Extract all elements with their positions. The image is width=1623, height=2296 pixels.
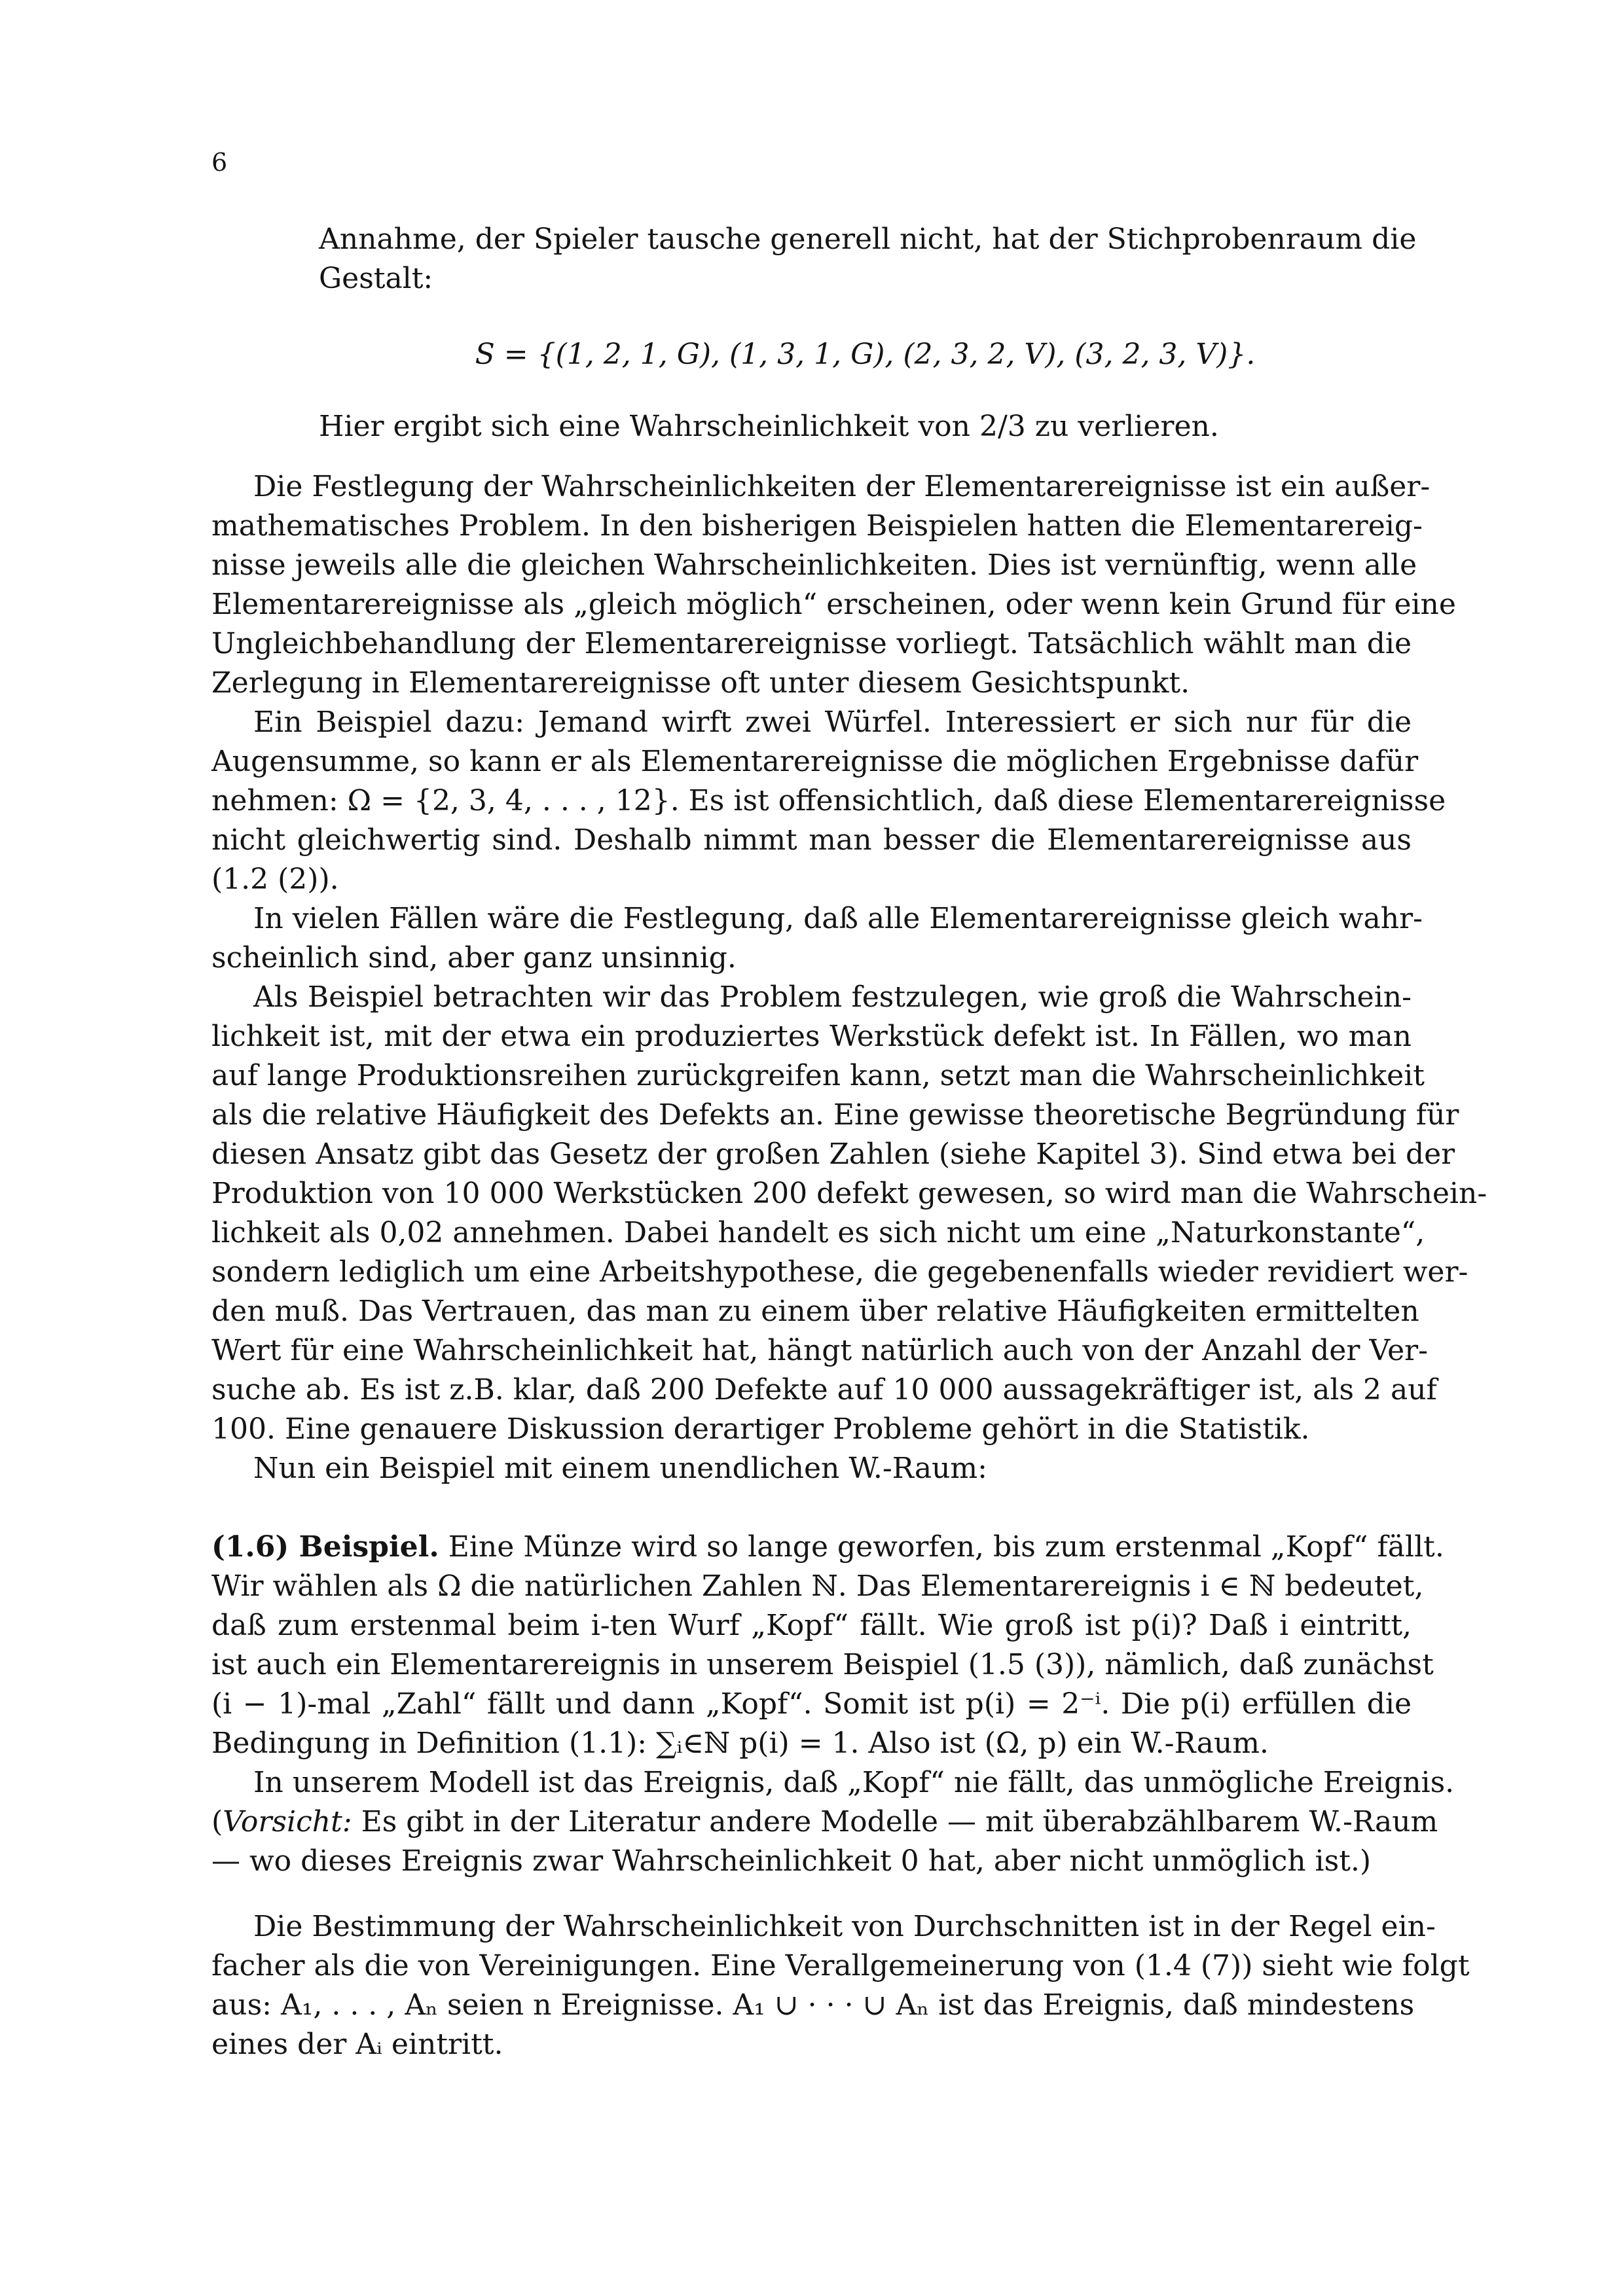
text-line: Produktion von 10 000 Werkstücken 200 defekt gewesen, so wird man die Wahrschein- — [211, 1177, 1487, 1210]
text-line: 100. Eine genauere Diskussion derartiger Probleme gehört in die Statistik. — [211, 1412, 1310, 1446]
text-line: Ein Beispiel dazu: Jemand wirft zwei Würfel. Interessiert er sich nur für die — [253, 706, 1412, 739]
text-line: lichkeit ist, mit der etwa ein produziertes Werkstück defekt ist. In Fällen, wo man — [211, 1020, 1412, 1053]
example-label: (1.6) Beispiel. — [211, 1530, 439, 1564]
text-line: auf lange Produktionsreihen zurückgreifen kann, setzt man die Wahrscheinlichkeit — [211, 1059, 1425, 1092]
text-line: ist auch ein Elementarereignis in unserem Beispiel (1.5 (3)), nämlich, daß zunächst — [211, 1648, 1434, 1681]
text-line: eines der Aᵢ eintritt. — [211, 2028, 503, 2061]
text-line: Wir wählen als Ω die natürlichen Zahlen ℕ. Das Elementarereignis i ∈ ℕ bedeutet, — [211, 1570, 1424, 1603]
paragraph-probability-assignment — [211, 467, 1456, 703]
caution-line: (Vorsicht: Es gibt in der Literatur andere Modelle — mit überabzählbarem W.-Raum — [211, 1805, 1438, 1839]
text-line: Nun ein Beispiel mit einem unendlichen W.-Raum: — [253, 1452, 987, 1485]
text-line: scheinlich sind, aber ganz unsinnig. — [211, 941, 737, 975]
result-line: Hier ergibt sich eine Wahrscheinlichkeit von 2/3 zu verlieren. — [319, 410, 1219, 443]
paragraph-intersections — [211, 1907, 1470, 2064]
text-line: sondern lediglich um eine Arbeitshypothese, die gegebenenfalls wieder revidiert wer- — [211, 1255, 1468, 1289]
text-line: daß zum erstenmal beim i-ten Wurf „Kopf“ fällt. Wie groß ist p(i)? Daß i eintritt, — [211, 1609, 1412, 1642]
text-line: aus: A₁, . . . , Aₙ seien n Ereignisse. A₁ ∪ · · · ∪ Aₙ ist das Ereignis, daß mindestens — [211, 1988, 1415, 2022]
text-line: Die Bestimmung der Wahrscheinlichkeit von Durchschnitten ist in der Regel ein- — [253, 1910, 1436, 1943]
text-line: In vielen Fällen wäre die Festlegung, daß alle Elementarereignisse gleich wahr- — [253, 902, 1423, 935]
text-line: Augensumme, so kann er als Elementarereignisse die möglichen Ergebnisse dafür — [211, 745, 1419, 778]
text-line: lichkeit als 0,02 annehmen. Dabei handelt es sich nicht um eine „Naturkonstante“, — [211, 1216, 1425, 1249]
text-line: nisse jeweils alle die gleichen Wahrscheinlichkeiten. Dies ist vernünftig, wenn alle — [211, 548, 1417, 582]
result-paragraph — [319, 407, 1412, 446]
example-first-line-text: Eine Münze wird so lange geworfen, bis zum erstenmal „Kopf“ fällt. — [448, 1530, 1444, 1564]
paragraph-infinite-space-intro — [211, 1449, 1412, 1488]
text-line: diesen Ansatz gibt das Gesetz der großen Zahlen (siehe Kapitel 3). Sind etwa bei der — [211, 1138, 1455, 1171]
text-line: Elementarereignisse als „gleich möglich“ erscheinen, oder wenn kein Grund für eine — [211, 588, 1456, 621]
text-line: Gestalt: — [319, 262, 433, 295]
text-line: Als Beispiel betrachten wir das Problem festzulegen, wie groß die Wahrschein- — [253, 980, 1412, 1014]
continuation-paragraph — [319, 220, 1417, 298]
text-line: als die relative Häufigkeit des Defekts an. Eine gewisse theoretische Begründung für — [211, 1098, 1459, 1132]
text-line: In unserem Modell ist das Ereignis, daß „Kopf“ nie fällt, das unmögliche Ereignis. — [253, 1766, 1455, 1799]
example-first-line — [211, 1528, 1444, 1567]
text-line: Ungleichbehandlung der Elementarereignisse vorliegt. Tatsächlich wählt man die — [211, 627, 1412, 660]
display-equation-block — [319, 335, 1412, 374]
text-line: Die Festlegung der Wahrscheinlichkeiten der Elementarereignisse ist ein außer- — [253, 470, 1431, 503]
text-line: Annahme, der Spieler tausche generell nicht, hat der Stichprobenraum die — [319, 223, 1417, 256]
text-line: Zerlegung in Elementarereignisse oft unter diesem Gesichtspunkt. — [211, 666, 1190, 700]
example-1-6 — [211, 1528, 1444, 1763]
text-line: facher als die von Vereinigungen. Eine Verallgemeinerung von (1.4 (7)) sieht wie folgt — [211, 1949, 1470, 1982]
caution-text: Es gibt in der Literatur andere Modelle — mit überabzählbarem W.-Raum — [361, 1805, 1438, 1839]
text-line: mathematisches Problem. In den bisherigen Beispielen hatten die Elementarereig- — [211, 509, 1423, 543]
paragraph-dice-example — [211, 703, 1446, 899]
text-line: suche ab. Es ist z.B. klar, daß 200 Defekte auf 10 000 aussagekräftiger ist, als 2 auf — [211, 1373, 1437, 1407]
text-line: den muß. Das Vertrauen, das man zu einem über relative Häufigkeiten ermittelten — [211, 1295, 1419, 1328]
display-equation: S = {(1, 2, 1, G), (1, 3, 1, G), (2, 3, 2, V), (3, 2, 3, V)}. — [475, 338, 1256, 371]
text-line: nehmen: Ω = {2, 3, 4, . . . , 12}. Es ist offensichtlich, daß diese Elementarereignisse — [211, 784, 1446, 817]
text-line: — wo dieses Ereignis zwar Wahrscheinlichkeit 0 hat, aber nicht unmöglich ist.) — [211, 1844, 1372, 1878]
text-line: nicht gleichwertig sind. Deshalb nimmt man besser die Elementarereignisse aus — [211, 823, 1412, 857]
text-line: (1.2 (2)). — [211, 863, 339, 896]
caution-label: Vorsicht: — [223, 1805, 352, 1839]
text-line: Bedingung in Definition (1.1): ∑ᵢ∈ℕ p(i) = 1. Also ist (Ω, p) ein W.-Raum. — [211, 1727, 1269, 1760]
page-number: 6 — [211, 148, 228, 177]
paragraph-nonsensical-equal — [211, 899, 1423, 978]
paragraph-impossible-event — [211, 1763, 1455, 1881]
text-line: Wert für eine Wahrscheinlichkeit hat, hängt natürlich auch von der Anzahl der Ver- — [211, 1334, 1429, 1367]
text-line: (i − 1)-mal „Zahl“ fällt und dann „Kopf“. Somit ist p(i) = 2⁻ⁱ. Die p(i) erfüllen die — [211, 1687, 1412, 1721]
paragraph-defect-example — [211, 978, 1487, 1449]
